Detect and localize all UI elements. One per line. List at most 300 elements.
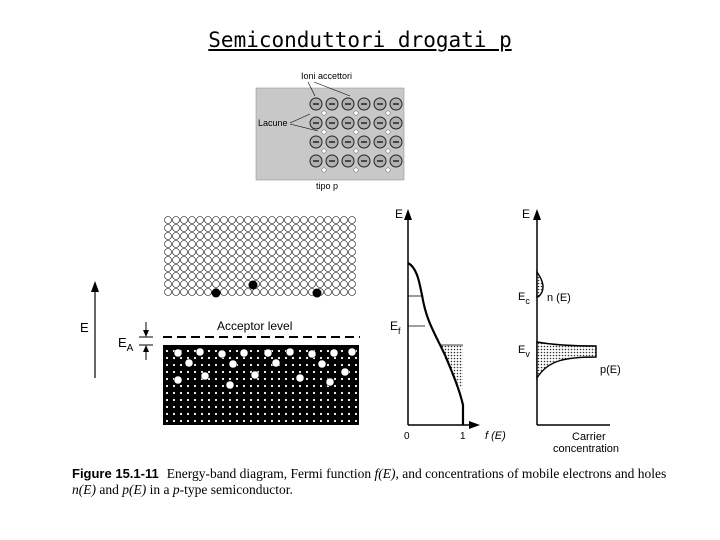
type-label: tipo p bbox=[316, 181, 339, 191]
hole bbox=[386, 111, 390, 115]
electron-dot bbox=[306, 385, 308, 387]
electron-dot bbox=[194, 357, 196, 359]
empty-state bbox=[285, 257, 292, 264]
empty-state bbox=[341, 233, 348, 240]
electron-dot bbox=[215, 420, 217, 422]
empty-state bbox=[341, 225, 348, 232]
electron-dot bbox=[264, 378, 266, 380]
electron-dot bbox=[187, 406, 189, 408]
empty-state bbox=[173, 257, 180, 264]
electron-dot bbox=[341, 406, 343, 408]
electron-dot bbox=[236, 420, 238, 422]
electron-dot bbox=[306, 357, 308, 359]
electron-dot bbox=[222, 371, 224, 373]
electron-dot bbox=[292, 406, 294, 408]
electron-dot bbox=[271, 420, 273, 422]
electron-dot bbox=[278, 385, 280, 387]
empty-state bbox=[213, 233, 220, 240]
electron-dot bbox=[299, 406, 301, 408]
empty-state bbox=[229, 265, 236, 272]
empty-state bbox=[301, 289, 308, 296]
empty-state bbox=[301, 249, 308, 256]
empty-state bbox=[181, 241, 188, 248]
empty-state bbox=[189, 281, 196, 288]
empty-state bbox=[197, 265, 204, 272]
electron-dot bbox=[236, 378, 238, 380]
empty-state bbox=[301, 241, 308, 248]
electron-dot bbox=[285, 406, 287, 408]
caption-p-func: p(E) bbox=[122, 482, 147, 497]
empty-state bbox=[165, 265, 172, 272]
empty-state bbox=[205, 249, 212, 256]
empty-state bbox=[333, 217, 340, 224]
electron-dot bbox=[222, 364, 224, 366]
electron-dot bbox=[236, 350, 238, 352]
empty-state bbox=[293, 249, 300, 256]
hole bbox=[341, 368, 349, 376]
empty-state bbox=[245, 289, 252, 296]
electron-dot bbox=[355, 378, 357, 380]
electron-dot bbox=[320, 406, 322, 408]
electron-dot bbox=[201, 364, 203, 366]
empty-state bbox=[317, 273, 324, 280]
electron-dot bbox=[341, 350, 343, 352]
empty-state bbox=[301, 233, 308, 240]
empty-state bbox=[181, 281, 188, 288]
electron-dot bbox=[166, 385, 168, 387]
electron-dot bbox=[180, 413, 182, 415]
empty-state bbox=[197, 241, 204, 248]
electron-dot bbox=[173, 392, 175, 394]
electron-dot bbox=[278, 357, 280, 359]
empty-state bbox=[317, 281, 324, 288]
empty-state bbox=[221, 281, 228, 288]
caption-text: -type semiconductor. bbox=[179, 482, 293, 497]
electron-dot bbox=[243, 413, 245, 415]
electron-dot bbox=[194, 399, 196, 401]
electron-dot bbox=[271, 406, 273, 408]
empty-state bbox=[253, 289, 260, 296]
electron-dot bbox=[173, 371, 175, 373]
hole bbox=[386, 130, 390, 134]
empty-state bbox=[189, 289, 196, 296]
empty-state bbox=[261, 225, 268, 232]
electron-dot bbox=[355, 392, 357, 394]
electron-dot bbox=[194, 406, 196, 408]
electron-dot bbox=[187, 385, 189, 387]
empty-state bbox=[253, 225, 260, 232]
electron-dot bbox=[355, 371, 357, 373]
electron-dot bbox=[327, 371, 329, 373]
empty-state bbox=[325, 289, 332, 296]
electron-dot bbox=[180, 385, 182, 387]
electron-dot bbox=[341, 392, 343, 394]
empty-state bbox=[333, 249, 340, 256]
empty-state bbox=[269, 241, 276, 248]
empty-state bbox=[165, 233, 172, 240]
hole bbox=[354, 111, 358, 115]
electron-dot bbox=[264, 392, 266, 394]
ions-label: Ioni accettori bbox=[301, 71, 353, 81]
carrier-concentration-plot bbox=[518, 207, 621, 455]
electron-dot bbox=[327, 350, 329, 352]
empty-state bbox=[349, 281, 356, 288]
electron-dot bbox=[299, 385, 301, 387]
electron-dot bbox=[243, 385, 245, 387]
electron-dot bbox=[327, 392, 329, 394]
electron-dot bbox=[243, 364, 245, 366]
electron-dot bbox=[341, 364, 343, 366]
electron-dot bbox=[180, 406, 182, 408]
tick-one: 1 bbox=[460, 431, 466, 442]
empty-state bbox=[197, 289, 204, 296]
empty-state bbox=[277, 257, 284, 264]
fermi-x-arrow bbox=[469, 421, 480, 429]
empty-state bbox=[205, 265, 212, 272]
electron-dot bbox=[278, 399, 280, 401]
empty-state bbox=[213, 217, 220, 224]
electron-dot bbox=[306, 350, 308, 352]
empty-state bbox=[245, 257, 252, 264]
empty-state bbox=[269, 289, 276, 296]
electron-dot bbox=[222, 399, 224, 401]
electron-dot bbox=[208, 371, 210, 373]
empty-state bbox=[181, 273, 188, 280]
empty-state bbox=[317, 233, 324, 240]
electron-dot bbox=[208, 420, 210, 422]
electron-dot bbox=[285, 399, 287, 401]
electron-dot bbox=[215, 371, 217, 373]
electron-dot bbox=[229, 371, 231, 373]
electron-dot bbox=[355, 420, 357, 422]
empty-state bbox=[341, 257, 348, 264]
empty-state bbox=[261, 217, 268, 224]
electron-dot bbox=[194, 364, 196, 366]
empty-state bbox=[237, 241, 244, 248]
electron-dot bbox=[166, 350, 168, 352]
empty-state bbox=[301, 281, 308, 288]
electron-dot bbox=[215, 357, 217, 359]
electron-dot bbox=[348, 406, 350, 408]
electron-dot bbox=[194, 371, 196, 373]
fermi-function-plot bbox=[390, 207, 506, 442]
empty-state bbox=[189, 257, 196, 264]
electron-dot bbox=[236, 371, 238, 373]
empty-state bbox=[277, 265, 284, 272]
electron-dot bbox=[341, 413, 343, 415]
electron-dot bbox=[187, 378, 189, 380]
electron-dot bbox=[194, 378, 196, 380]
electron-dot bbox=[222, 378, 224, 380]
empty-state bbox=[325, 273, 332, 280]
hole bbox=[308, 350, 316, 358]
electron-dot bbox=[201, 413, 203, 415]
empty-state bbox=[221, 289, 228, 296]
empty-state bbox=[285, 217, 292, 224]
electron-dot bbox=[257, 399, 259, 401]
empty-state bbox=[269, 281, 276, 288]
electron-dot bbox=[306, 392, 308, 394]
empty-state bbox=[309, 257, 316, 264]
empty-state bbox=[325, 233, 332, 240]
empty-state bbox=[341, 249, 348, 256]
electron-dot bbox=[222, 420, 224, 422]
empty-state bbox=[317, 225, 324, 232]
caption-text: and bbox=[96, 482, 123, 497]
empty-state bbox=[285, 281, 292, 288]
electron-dot bbox=[271, 399, 273, 401]
electron-dot bbox=[201, 392, 203, 394]
empty-state bbox=[237, 233, 244, 240]
electron-dot bbox=[208, 350, 210, 352]
electron-dot bbox=[208, 357, 210, 359]
electron-dot bbox=[236, 399, 238, 401]
empty-state bbox=[229, 233, 236, 240]
electron-dot bbox=[208, 392, 210, 394]
empty-state bbox=[181, 265, 188, 272]
electron-dot bbox=[327, 364, 329, 366]
empty-state bbox=[301, 257, 308, 264]
electron-dot bbox=[278, 413, 280, 415]
electron-dot bbox=[250, 406, 252, 408]
electron-dot bbox=[264, 357, 266, 359]
empty-state bbox=[333, 257, 340, 264]
electron-dot bbox=[320, 413, 322, 415]
empty-state bbox=[197, 249, 204, 256]
empty-state bbox=[261, 265, 268, 272]
electron-dot bbox=[285, 357, 287, 359]
empty-state bbox=[237, 273, 244, 280]
empty-state bbox=[317, 249, 324, 256]
empty-state bbox=[181, 217, 188, 224]
empty-state bbox=[341, 217, 348, 224]
electron-dot bbox=[166, 406, 168, 408]
electron-dot bbox=[250, 385, 252, 387]
electron-dot bbox=[299, 357, 301, 359]
empty-state bbox=[221, 241, 228, 248]
electron-dot bbox=[173, 357, 175, 359]
electron-dot bbox=[250, 357, 252, 359]
p-curve bbox=[537, 342, 596, 378]
electron-dot bbox=[173, 406, 175, 408]
electron-dot bbox=[173, 364, 175, 366]
empty-state bbox=[309, 273, 316, 280]
electron-dot bbox=[166, 420, 168, 422]
empty-state bbox=[277, 249, 284, 256]
empty-state bbox=[229, 217, 236, 224]
empty-state bbox=[277, 289, 284, 296]
empty-state bbox=[277, 281, 284, 288]
electron-dot bbox=[215, 392, 217, 394]
electron-dot bbox=[243, 392, 245, 394]
electron-dot bbox=[355, 406, 357, 408]
electron-dot bbox=[327, 413, 329, 415]
electron-dot bbox=[327, 420, 329, 422]
electron-dot bbox=[208, 406, 210, 408]
page-title: Semiconduttori drogati p bbox=[208, 28, 512, 52]
acceptor-label: Acceptor level bbox=[217, 319, 293, 333]
empty-state bbox=[189, 225, 196, 232]
empty-state bbox=[173, 289, 180, 296]
empty-state bbox=[261, 257, 268, 264]
empty-state bbox=[309, 241, 316, 248]
electron-dot bbox=[348, 357, 350, 359]
electron-dot bbox=[194, 420, 196, 422]
hole bbox=[322, 111, 326, 115]
electron-dot bbox=[166, 413, 168, 415]
electron-dot bbox=[180, 357, 182, 359]
hole bbox=[251, 371, 259, 379]
empty-state bbox=[189, 273, 196, 280]
electron-dot bbox=[278, 420, 280, 422]
empty-state bbox=[349, 273, 356, 280]
electron-dot bbox=[173, 420, 175, 422]
electron-dot bbox=[222, 392, 224, 394]
empty-state bbox=[181, 225, 188, 232]
electron-dot bbox=[292, 385, 294, 387]
empty-state bbox=[165, 249, 172, 256]
empty-state bbox=[285, 289, 292, 296]
electron-dot bbox=[236, 357, 238, 359]
electron-dot bbox=[292, 364, 294, 366]
electron-dot bbox=[243, 420, 245, 422]
electron-dot bbox=[264, 371, 266, 373]
empty-state bbox=[285, 273, 292, 280]
empty-state bbox=[181, 257, 188, 264]
electron-dot bbox=[208, 413, 210, 415]
electron-dot bbox=[271, 357, 273, 359]
electron-dot bbox=[243, 399, 245, 401]
electron-dot bbox=[299, 413, 301, 415]
empty-state bbox=[245, 273, 252, 280]
electron-dot bbox=[187, 350, 189, 352]
electron-dot bbox=[355, 357, 357, 359]
empty-state bbox=[253, 257, 260, 264]
electron-dot bbox=[236, 413, 238, 415]
electron-dot bbox=[285, 371, 287, 373]
p-label: p(E) bbox=[600, 364, 621, 376]
hole bbox=[185, 359, 193, 367]
electron-dot bbox=[341, 399, 343, 401]
hole bbox=[296, 374, 304, 382]
electron-dot bbox=[306, 413, 308, 415]
empty-state bbox=[165, 241, 172, 248]
electron-dot bbox=[166, 399, 168, 401]
empty-state bbox=[341, 273, 348, 280]
caption-n-func: n(E) bbox=[72, 482, 96, 497]
lattice-photo bbox=[256, 71, 404, 191]
hole bbox=[226, 381, 234, 389]
electron bbox=[212, 289, 221, 298]
electron-dot bbox=[313, 406, 315, 408]
electron-dot bbox=[355, 385, 357, 387]
empty-state bbox=[309, 217, 316, 224]
empty-state bbox=[229, 249, 236, 256]
empty-state bbox=[213, 249, 220, 256]
electron-dot bbox=[334, 406, 336, 408]
electron-dot bbox=[187, 399, 189, 401]
electron-dot bbox=[348, 413, 350, 415]
empty-state bbox=[317, 265, 324, 272]
electron-dot bbox=[292, 399, 294, 401]
empty-state bbox=[277, 273, 284, 280]
empty-state bbox=[261, 281, 268, 288]
empty-state bbox=[333, 273, 340, 280]
empty-state bbox=[309, 249, 316, 256]
electron-dot bbox=[187, 392, 189, 394]
empty-state bbox=[221, 225, 228, 232]
empty-state bbox=[349, 241, 356, 248]
electron-dot bbox=[306, 399, 308, 401]
empty-state bbox=[205, 289, 212, 296]
empty-state bbox=[229, 273, 236, 280]
empty-state bbox=[333, 265, 340, 272]
empty-state bbox=[325, 241, 332, 248]
empty-state bbox=[229, 225, 236, 232]
empty-state bbox=[189, 249, 196, 256]
empty-state bbox=[309, 233, 316, 240]
hole bbox=[272, 359, 280, 367]
empty-state bbox=[301, 225, 308, 232]
empty-state bbox=[293, 233, 300, 240]
electron-dot bbox=[166, 364, 168, 366]
empty-state bbox=[189, 217, 196, 224]
empty-state bbox=[293, 289, 300, 296]
empty-state bbox=[277, 225, 284, 232]
empty-state bbox=[285, 265, 292, 272]
empty-state bbox=[269, 257, 276, 264]
empty-state bbox=[245, 241, 252, 248]
empty-state bbox=[325, 281, 332, 288]
empty-state bbox=[293, 265, 300, 272]
electron-dot bbox=[173, 399, 175, 401]
hole bbox=[322, 168, 326, 172]
electron-dot bbox=[320, 350, 322, 352]
hole bbox=[318, 360, 326, 368]
electron-dot bbox=[187, 420, 189, 422]
caption-text: in a bbox=[146, 482, 173, 497]
electron-dot bbox=[334, 364, 336, 366]
empty-state bbox=[205, 241, 212, 248]
empty-state bbox=[237, 265, 244, 272]
empty-state bbox=[245, 217, 252, 224]
empty-state bbox=[325, 265, 332, 272]
n-label: n (E) bbox=[547, 292, 571, 304]
electron-dot bbox=[271, 378, 273, 380]
empty-state bbox=[173, 241, 180, 248]
hole bbox=[348, 348, 356, 356]
empty-state bbox=[237, 225, 244, 232]
electron-dot bbox=[313, 420, 315, 422]
empty-state bbox=[261, 241, 268, 248]
empty-state bbox=[261, 273, 268, 280]
figure-label: Figure 15.1-11 bbox=[72, 466, 159, 481]
empty-state bbox=[181, 249, 188, 256]
hole bbox=[322, 130, 326, 134]
electron-dot bbox=[250, 350, 252, 352]
empty-state bbox=[245, 233, 252, 240]
empty-state bbox=[293, 225, 300, 232]
empty-state bbox=[261, 249, 268, 256]
electron-dot bbox=[215, 413, 217, 415]
electron-dot bbox=[201, 399, 203, 401]
empty-state bbox=[253, 265, 260, 272]
empty-state bbox=[269, 265, 276, 272]
electron bbox=[249, 281, 258, 290]
ea-label: $E_A$ bbox=[118, 335, 134, 354]
electron-dot bbox=[306, 378, 308, 380]
electron-dot bbox=[229, 420, 231, 422]
